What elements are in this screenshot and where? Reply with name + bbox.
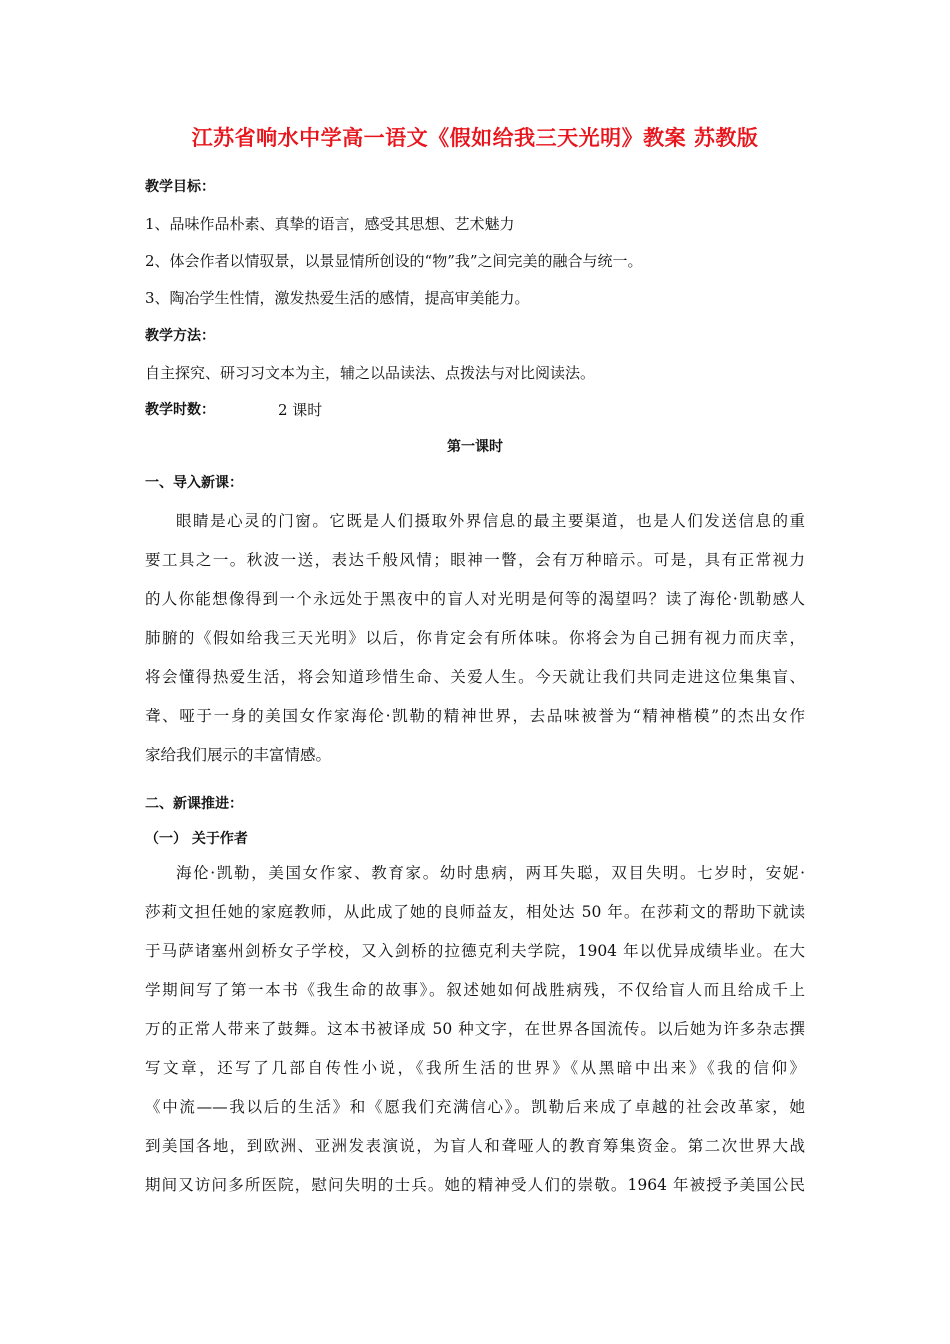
paragraph-line: 肺腑的《假如给我三天光明》以后，你肯定会有所体味。你将会为自己拥有视力而庆幸， [145, 629, 805, 647]
paragraph-line: 的人你能想像得到一个永远处于黑夜中的盲人对光明是何等的渴望吗？读了海伦·凯勒感人 [145, 590, 805, 608]
paragraph-line: 家给我们展示的丰富情感。 [145, 746, 332, 764]
section1-paragraph [145, 502, 805, 775]
objective-item-1: 1、品味作品朴素、真挚的语言，感受其思想、艺术魅力 [145, 215, 515, 233]
paragraph-line: 到美国各地，到欧洲、亚洲发表演说，为盲人和聋哑人的教育筹集资金。第二次世界大战 [145, 1137, 805, 1155]
methods-text: 自主探究、研习习文本为主，辅之以品读法、点拨法与对比阅读法。 [145, 364, 596, 382]
paragraph-line: 海伦·凯勒，美国女作家、教育家。幼时患病，两耳失聪，双目失明。七岁时，安妮· [176, 864, 805, 882]
section2-paragraph [145, 854, 805, 1205]
section2-heading: 二、新课推进： [145, 796, 243, 812]
hours-label: 教学时数： [145, 402, 215, 418]
section2-subheading: （一） 关于作者 [145, 831, 248, 847]
objective-item-2: 2、体会作者以情驭景，以景显情所创设的“物”我”之间完美的融合与统一。 [145, 252, 643, 270]
paragraph-line: 期间又访问多所医院，慰问失明的士兵。她的精神受人们的崇敬。1964 年被授予美国公民 [145, 1176, 805, 1194]
section1-heading: 一、导入新课： [145, 475, 243, 491]
paragraph-line: 《中流——我以后的生活》和《愿我们充满信心》。凯勒后来成了卓越的社会改革家，她 [145, 1098, 805, 1116]
paragraph-line: 聋、哑于一身的美国女作家海伦·凯勒的精神世界，去品味被誉为“精神楷模”的杰出女作 [145, 707, 805, 725]
paragraph-line: 将会懂得热爱生活，将会知道珍惜生命、关爱人生。今天就让我们共同走进这位集集盲、 [145, 668, 805, 686]
document-title: 江苏省响水中学高一语文《假如给我三天光明》教案 苏教版 [191, 126, 759, 150]
paragraph-line: 莎莉文担任她的家庭教师，从此成了她的良师益友，相处达 50 年。在莎莉文的帮助下就读 [145, 903, 805, 921]
lesson-title: 第一课时 [447, 439, 503, 455]
hours-value: 2 课时 [278, 401, 323, 419]
paragraph-line: 万的正常人带来了鼓舞。这本书被译成 50 种文字，在世界各国流传。以后她为许多杂志撰 [145, 1020, 805, 1038]
methods-heading: 教学方法： [145, 328, 215, 344]
paragraph-line: 眼睛是心灵的门窗。它既是人们摄取外界信息的最主要渠道，也是人们发送信息的重 [176, 512, 805, 530]
objective-item-3: 3、陶冶学生性情，激发热爱生活的感情，提高审美能力。 [145, 289, 530, 307]
paragraph-line: 写文章，还写了几部自传性小说，《我所生活的世界》《从黑暗中出来》《我的信仰》 [145, 1059, 805, 1077]
paragraph-line: 要工具之一。秋波一送，表达千般风情；眼神一瞥，会有万种暗示。可是，具有正常视力 [145, 551, 805, 569]
objectives-heading: 教学目标： [145, 179, 215, 195]
paragraph-line: 学期间写了第一本书《我生命的故事》。叙述她如何战胜病残，不仅给盲人而且给成千上 [145, 981, 805, 999]
paragraph-line: 于马萨诸塞州剑桥女子学校，又入剑桥的拉德克利夫学院，1904 年以优异成绩毕业。在大 [145, 942, 805, 960]
